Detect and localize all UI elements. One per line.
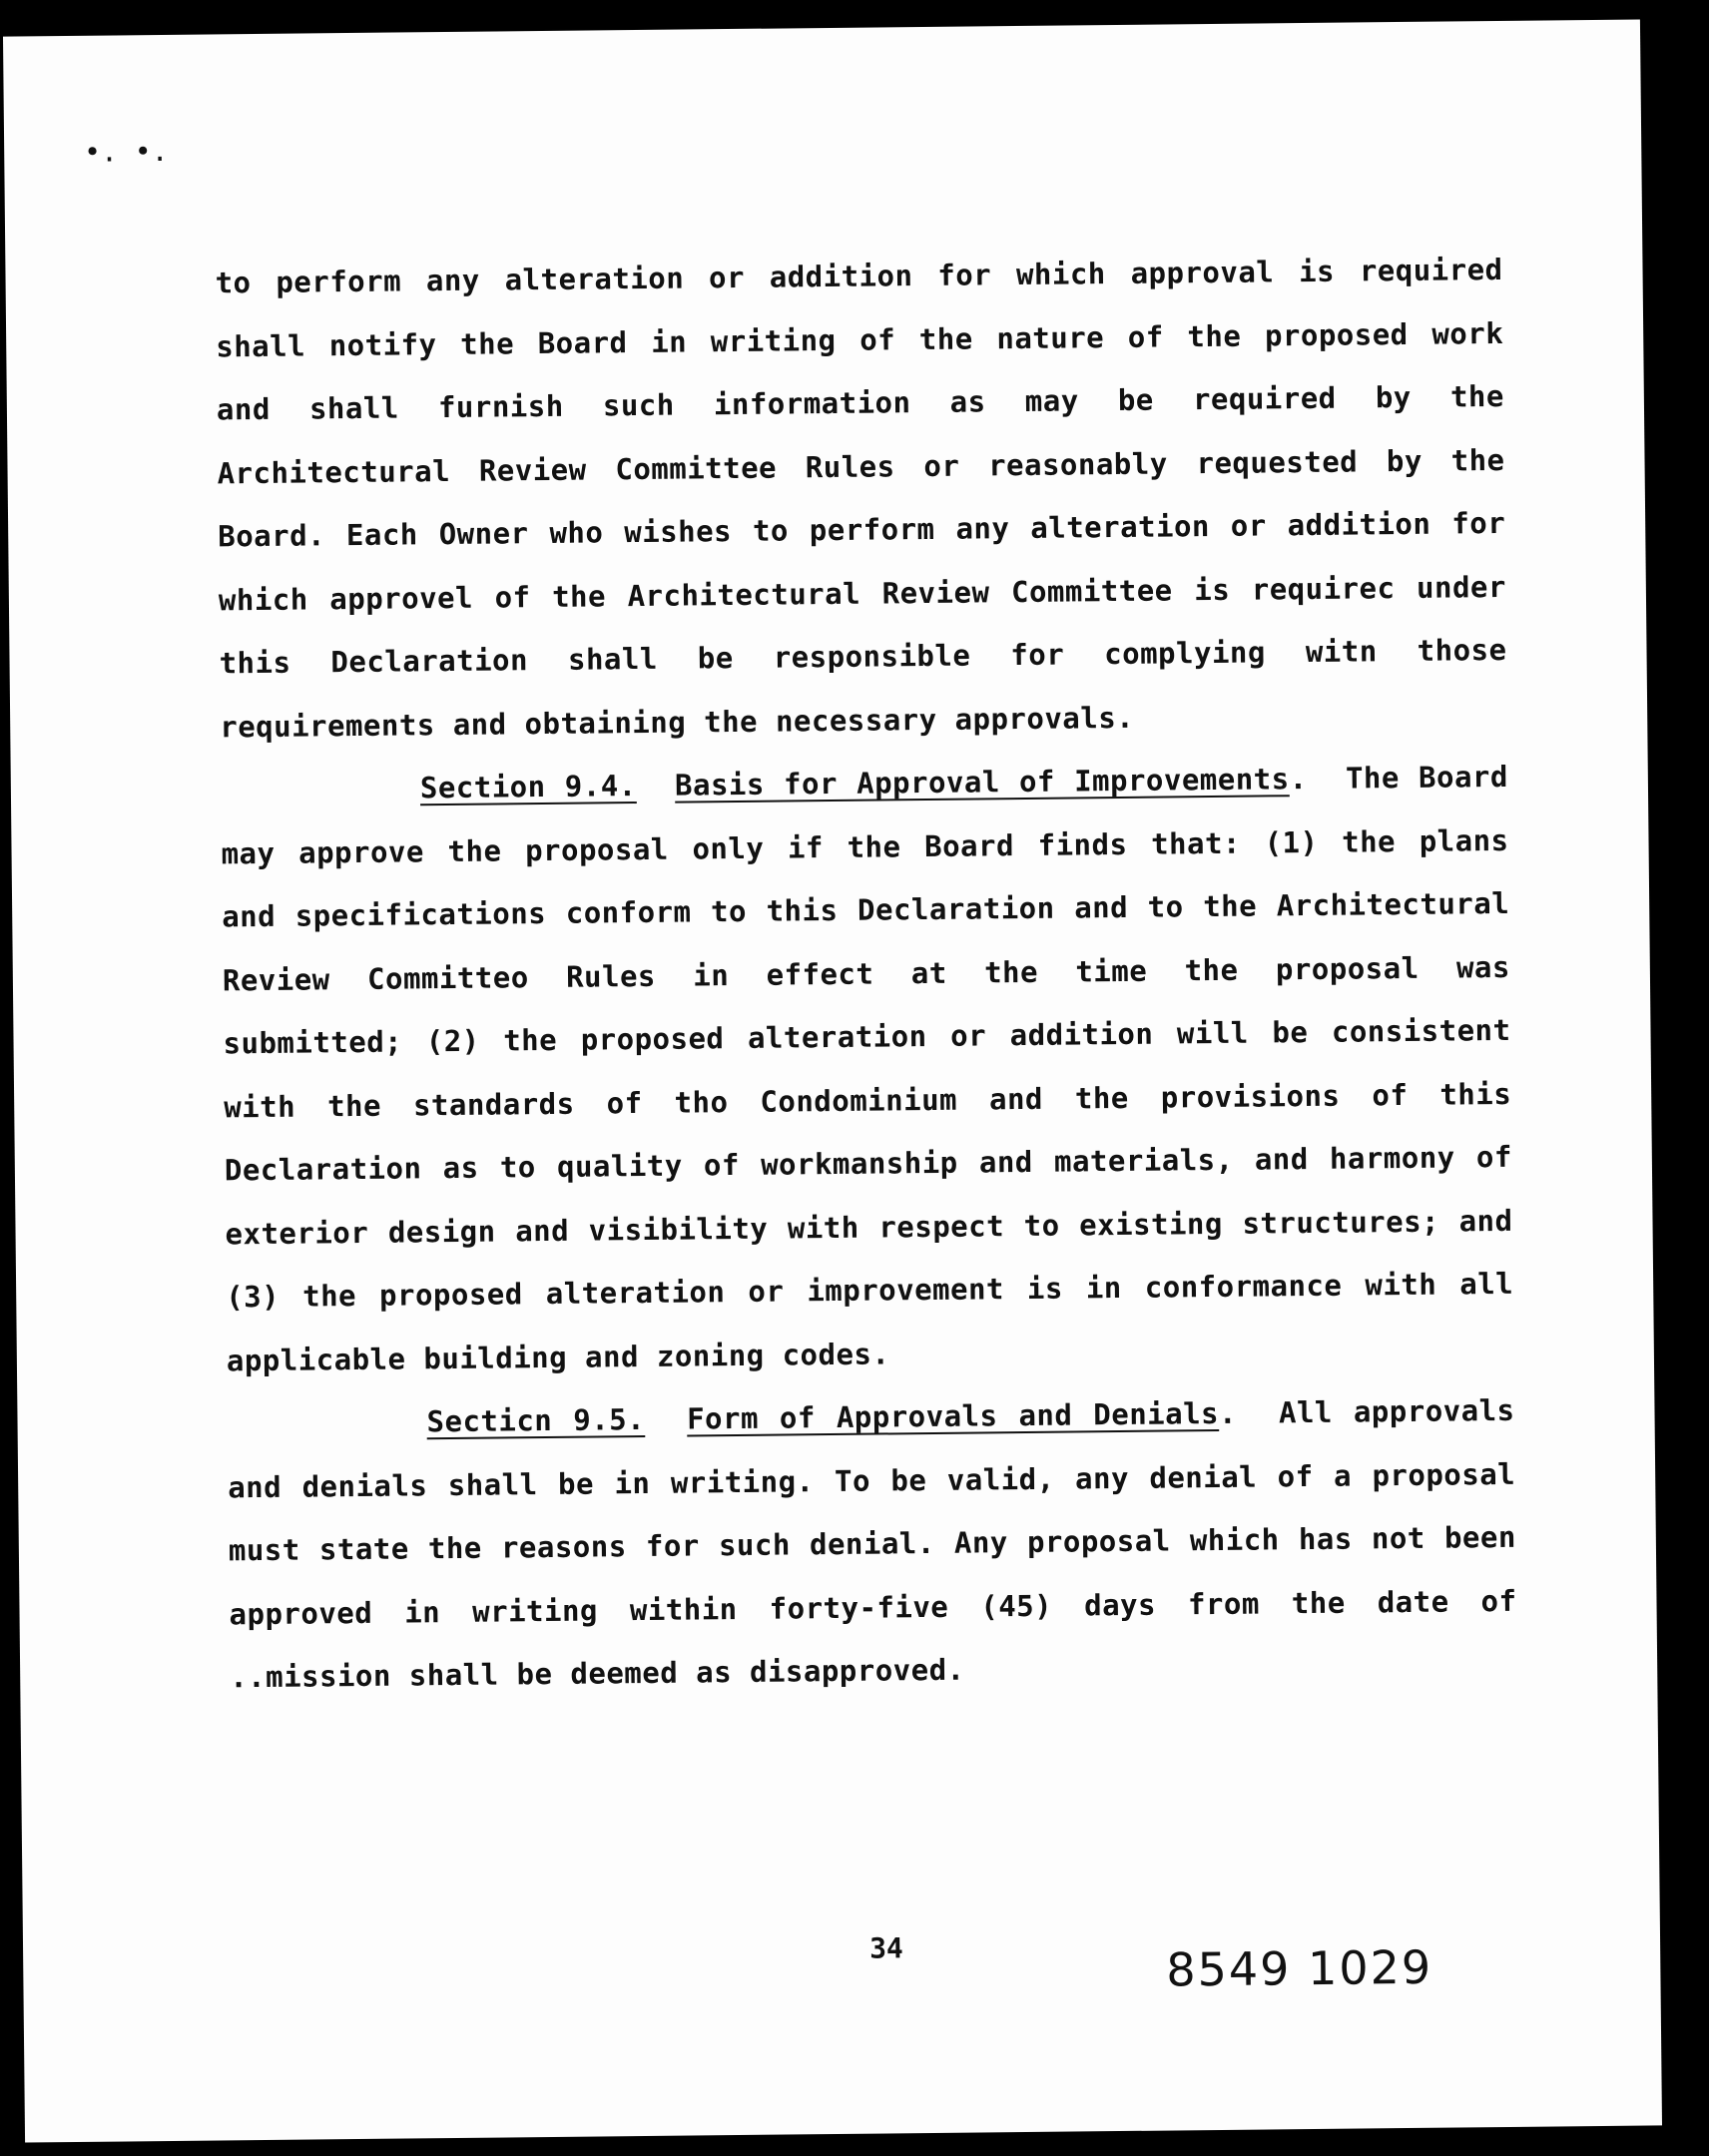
document-number: 8549 1029 <box>1166 1939 1433 1997</box>
scan-specks: •. •. <box>84 134 169 169</box>
section-9-5 <box>227 1379 1517 1710</box>
section-9-4 <box>221 746 1515 1392</box>
section-9-5-heading-punct: . <box>1218 1395 1238 1430</box>
section-9-4-heading-punct: . <box>1289 762 1308 797</box>
paragraph-continuation: to perform any alteration or addition for which approval is required shall notify the Board in writing of the nature of the proposed work and shall furnish such information as may be required by the Architectural Review Committee Rules or reasonably requested by the Board. Each Owner who wishes to perform any alteration or addition for which approvel of the Architectural Review Committee is requirec under this Declaration shall be responsible for complying witn those requirements and obtaining the necessary approvals. <box>215 252 1507 744</box>
section-9-5-heading: Form of Approvals and Denials <box>686 1395 1220 1436</box>
page-number: 34 <box>868 1931 903 1965</box>
document-page <box>3 19 1662 2142</box>
section-9-4-number: Section 9.4. <box>419 769 637 806</box>
section-9-5-text: All approvals and denials shall be in writing. To be valid, any denial of a proposal must state the reasons for such denial. Any proposal which has not been approved in writing within forty-five (45) days from the date of ..mission shall be deemed as disapproved. <box>228 1392 1517 1695</box>
document-body <box>215 239 1517 1710</box>
section-9-4-text: The Board may approve the proposal only if the Board finds that: (1) the plans and specifications conform to this Declaration and to the Architectural Review Committeo Rules in effect at the time the proposal was submitted; (2) the proposed alteration or addition will be consistent with the standards of tho Condominium and the provisions of this Declaration as to quality of workmanship and materials, and harmony of exterior design and visibility with respect to existing structures; and (3) the proposed alteration or improvement is in conformance with all applicable building and zoning codes. <box>221 759 1514 1377</box>
section-9-5-number: Secticn 9.5. <box>426 1401 646 1439</box>
section-9-4-heading: Basis for Approval of Improvements <box>674 762 1290 803</box>
